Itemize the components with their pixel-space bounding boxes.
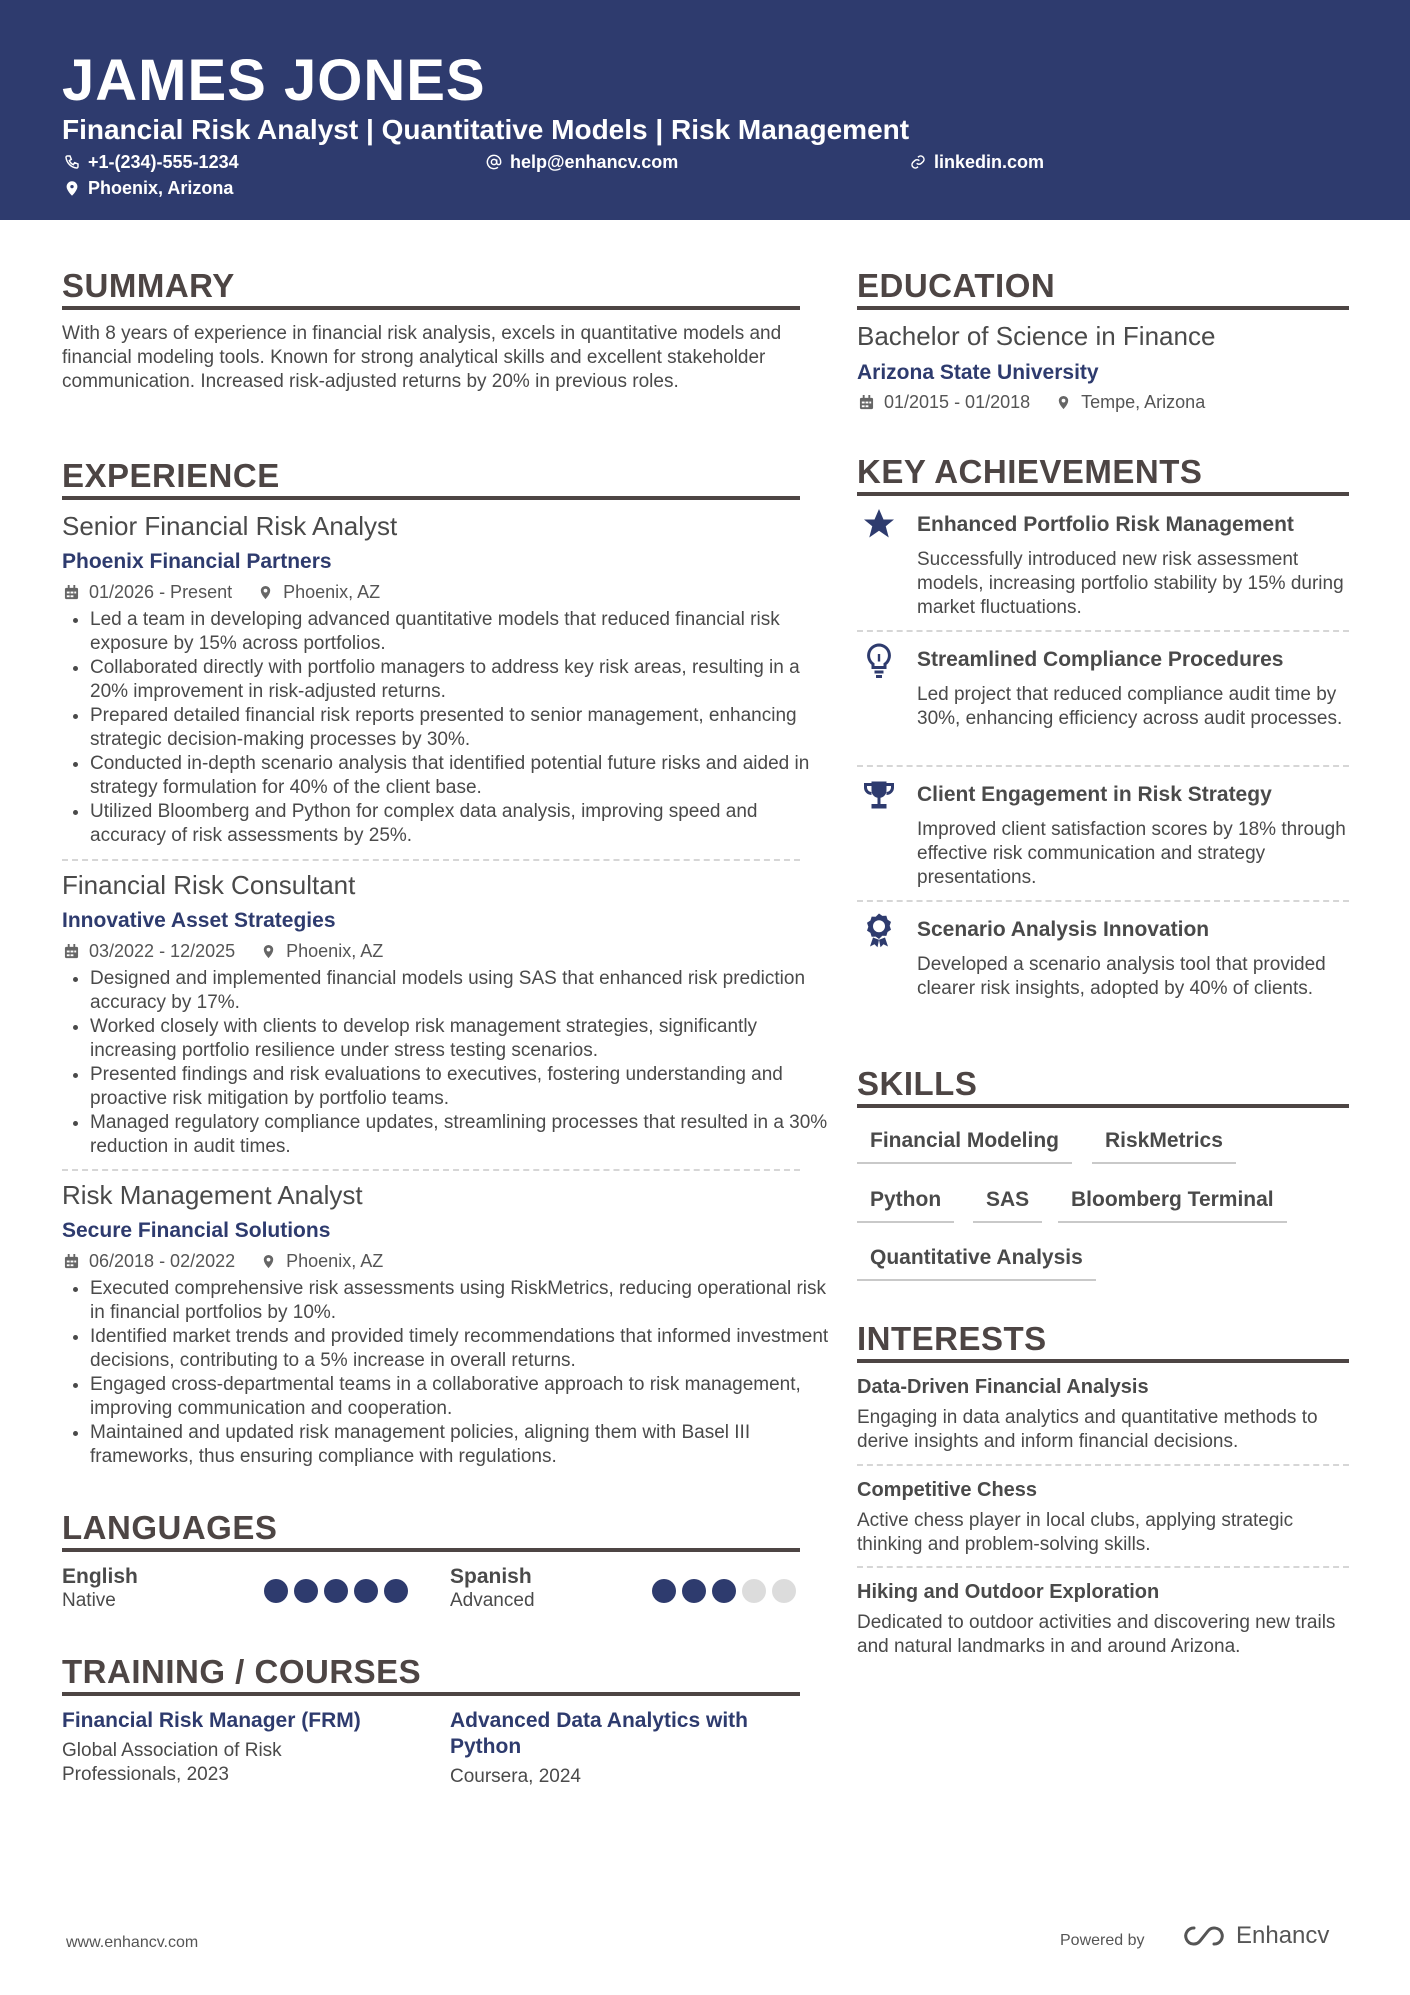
footer-website[interactable]: www.enhancv.com: [66, 1934, 199, 1951]
skill-tag: Python: [857, 1187, 954, 1223]
skill-tag: Quantitative Analysis: [857, 1245, 1096, 1281]
education-heading: EDUCATION: [857, 267, 1056, 304]
job-location: Phoenix, AZ: [286, 941, 384, 961]
powered-by-label: Powered by: [1060, 1932, 1145, 1949]
trophy-icon: [861, 777, 897, 813]
calendar-icon: [64, 585, 79, 600]
job-bullet: • Engaged cross-departmental teams in a collaborative approach to risk management, improving communication and cooperation.: [90, 1373, 835, 1421]
education-meta: [859, 391, 1205, 413]
language-name: Spanish: [450, 1565, 532, 1588]
rating-dot-filled: [294, 1579, 318, 1603]
location-pin-icon: [261, 1254, 276, 1269]
job-bullet: • Utilized Bloomberg and Python for complex data analysis, improving speed and accuracy of risk assessments by 25%.: [90, 800, 835, 848]
job-role: Financial Risk Consultant: [62, 870, 356, 900]
link-icon: [910, 154, 926, 170]
job-bullet: • Conducted in-depth scenario analysis that identified potential future risks and aided in strategy formulation for 40% of the client base.: [90, 752, 835, 800]
achievement-title: Client Engagement in Risk Strategy: [917, 783, 1272, 806]
interest-separator: [857, 1566, 1349, 1568]
rating-dot-empty: [772, 1579, 796, 1603]
interest-title: Data-Driven Financial Analysis: [857, 1376, 1149, 1398]
skill-tag: Bloomberg Terminal: [1058, 1187, 1287, 1223]
location-pin-icon: [258, 585, 273, 600]
interest-title: Competitive Chess: [857, 1479, 1038, 1501]
skills-divider: [857, 1104, 1349, 1108]
calendar-icon: [64, 944, 79, 959]
job-bullet: • Prepared detailed financial risk reports presented to senior management, enhancing strategic decision-making processes by 30%.: [90, 704, 835, 752]
job-role: Risk Management Analyst: [62, 1180, 363, 1210]
languages-divider: [62, 1548, 800, 1552]
contact-linkedin: [910, 150, 1044, 174]
job-separator: [62, 1169, 800, 1171]
contact-email: [486, 150, 678, 174]
education-divider: [857, 306, 1349, 310]
skill-tag: Financial Modeling: [857, 1128, 1072, 1164]
job-bullet: • Managed regulatory compliance updates, streamlining processes that resulted in a 30% reduction in audit times.: [90, 1111, 835, 1159]
job-bullet: • Presented findings and risk evaluations to executives, fostering understanding and proactive risk mitigation by portfolio teams.: [90, 1063, 835, 1111]
interest-desc: Dedicated to outdoor activities and discovering new trails and natural landmarks in and around Arizona.: [857, 1612, 1336, 1657]
skill-tag: RiskMetrics: [1092, 1128, 1236, 1164]
candidate-name: JAMES JONES: [62, 48, 486, 113]
interests-heading: INTERESTS: [857, 1320, 1047, 1357]
achievement-title: Scenario Analysis Innovation: [917, 918, 1210, 941]
job-bullet: • Executed comprehensive risk assessments using RiskMetrics, reducing operational risk in financial portfolios by 10%.: [90, 1277, 835, 1325]
location-text: Phoenix, Arizona: [88, 178, 234, 198]
rating-dot-filled: [682, 1579, 706, 1603]
job-bullet: • Designed and implemented financial models using SAS that enhanced risk prediction accuracy by 17%.: [90, 967, 835, 1015]
rating-dot-filled: [712, 1579, 736, 1603]
achievement-desc: Successfully introduced new risk assessment models, increasing portfolio stability by 15% during market fluctuations.: [917, 549, 1344, 618]
interest-desc: Active chess player in local clubs, applying strategic thinking and problem-solving skills.: [857, 1510, 1294, 1555]
languages-heading: LANGUAGES: [62, 1509, 278, 1546]
training-heading: TRAINING / COURSES: [62, 1653, 422, 1690]
rating-dot-empty: [742, 1579, 766, 1603]
school-name: Arizona State University: [857, 361, 1099, 384]
candidate-headline: Financial Risk Analyst | Quantitative Models | Risk Management: [62, 114, 910, 145]
lightbulb-icon: [861, 642, 897, 678]
skill-tag: SAS: [973, 1187, 1042, 1223]
course-provider: Coursera, 2024: [450, 1766, 581, 1787]
education-dates: 01/2015 - 01/2018: [884, 392, 1031, 412]
phone-number[interactable]: +1-(234)-555-1234: [88, 152, 239, 172]
course-title: Financial Risk Manager (FRM): [62, 1709, 361, 1732]
rating-dot-filled: [384, 1579, 408, 1603]
language-name: English: [62, 1565, 138, 1588]
achievement-desc: Improved client satisfaction scores by 18% through effective risk communication and strategy presentations.: [917, 819, 1346, 888]
degree-title: Bachelor of Science in Finance: [857, 321, 1216, 351]
achievement-separator: [857, 900, 1349, 902]
summary-heading: SUMMARY: [62, 267, 235, 304]
experience-divider: [62, 496, 800, 500]
resume-header: [0, 0, 1410, 220]
skills-heading: SKILLS: [857, 1065, 978, 1102]
interest-title: Hiking and Outdoor Exploration: [857, 1581, 1160, 1603]
job-separator: [62, 859, 800, 861]
job-dates: 03/2022 - 12/2025: [89, 941, 236, 961]
job-bullets: [62, 1277, 835, 1469]
at-sign-icon: [486, 154, 502, 170]
job-dates: 01/2026 - Present: [89, 582, 233, 602]
award-ribbon-icon: [861, 912, 897, 948]
job-meta: [64, 581, 380, 603]
achievement-title: Streamlined Compliance Procedures: [917, 648, 1284, 671]
contact-phone: [64, 150, 239, 174]
rating-dot-filled: [324, 1579, 348, 1603]
education-location: Tempe, Arizona: [1081, 392, 1206, 412]
training-divider: [62, 1692, 800, 1696]
achievements-divider: [857, 492, 1349, 496]
achievement-title: Enhanced Portfolio Risk Management: [917, 513, 1294, 536]
job-bullet: • Identified market trends and provided timely recommendations that informed investment decisions, contributing to a 5% increase in overall returns.: [90, 1325, 835, 1373]
language-level: Advanced: [450, 1590, 535, 1611]
language-rating: [264, 1579, 408, 1603]
calendar-icon: [859, 395, 874, 410]
linkedin-link[interactable]: linkedin.com: [934, 152, 1045, 172]
achievement-separator: [857, 765, 1349, 767]
location-pin-icon: [1056, 395, 1071, 410]
calendar-icon: [64, 1254, 79, 1269]
rating-dot-filled: [264, 1579, 288, 1603]
job-meta: [64, 940, 383, 962]
course-title: Advanced Data Analytics with Python: [450, 1709, 748, 1758]
job-company: Innovative Asset Strategies: [62, 909, 336, 932]
contact-location: [64, 176, 233, 200]
phone-icon: [64, 154, 80, 170]
brand-name: Enhancv: [1236, 1922, 1330, 1949]
interest-desc: Engaging in data analytics and quantitative methods to derive insights and inform financial decisions.: [857, 1407, 1318, 1452]
brand-logo[interactable]: [1180, 1922, 1329, 1950]
location-pin-icon: [64, 180, 80, 196]
job-bullet: • Worked closely with clients to develop risk management strategies, significantly increasing portfolio resilience under stress testing scenarios.: [90, 1015, 835, 1063]
job-bullet: • Led a team in developing advanced quantitative models that reduced financial risk exposure by 15% across portfolios.: [90, 608, 835, 656]
achievements-heading: KEY ACHIEVEMENTS: [857, 453, 1203, 490]
language-level: Native: [62, 1590, 116, 1611]
summary-text: With 8 years of experience in financial risk analysis, excels in quantitative models and financial modeling tools. Known for strong analytical skills and excellent stakeholder communication. Increased risk-adjusted returns by 20% in previous roles.: [62, 323, 782, 392]
achievement-desc: Led project that reduced compliance audit time by 30%, enhancing efficiency across audit processes.: [917, 684, 1343, 729]
job-meta: [64, 1250, 383, 1272]
interest-separator: [857, 1464, 1349, 1466]
rating-dot-filled: [652, 1579, 676, 1603]
achievement-separator: [857, 630, 1349, 632]
job-bullet: • Collaborated directly with portfolio managers to address key risk areas, resulting in a 20% improvement in risk-adjusted returns.: [90, 656, 835, 704]
language-rating: [652, 1579, 796, 1603]
achievement-desc: Developed a scenario analysis tool that provided clearer risk insights, adopted by 40% of clients.: [917, 954, 1326, 999]
job-role: Senior Financial Risk Analyst: [62, 511, 398, 541]
infinity-logo-icon: [1180, 1923, 1228, 1949]
course-provider: Global Association of Risk Professionals, 2023: [62, 1740, 282, 1785]
job-bullet: • Maintained and updated risk management policies, aligning them with Basel III frameworks, thus ensuring compliance with regulations.: [90, 1421, 835, 1469]
experience-heading: EXPERIENCE: [62, 457, 280, 494]
interests-divider: [857, 1359, 1349, 1363]
job-dates: 06/2018 - 02/2022: [89, 1251, 236, 1271]
job-location: Phoenix, AZ: [283, 582, 381, 602]
job-company: Secure Financial Solutions: [62, 1219, 331, 1242]
job-bullets: [62, 608, 835, 848]
location-pin-icon: [261, 944, 276, 959]
job-bullets: [62, 967, 835, 1159]
email-link[interactable]: help@enhancv.com: [510, 152, 679, 172]
job-company: Phoenix Financial Partners: [62, 550, 332, 573]
rating-dot-filled: [354, 1579, 378, 1603]
summary-divider: [62, 306, 800, 310]
star-icon: [861, 506, 897, 542]
job-location: Phoenix, AZ: [286, 1251, 384, 1271]
